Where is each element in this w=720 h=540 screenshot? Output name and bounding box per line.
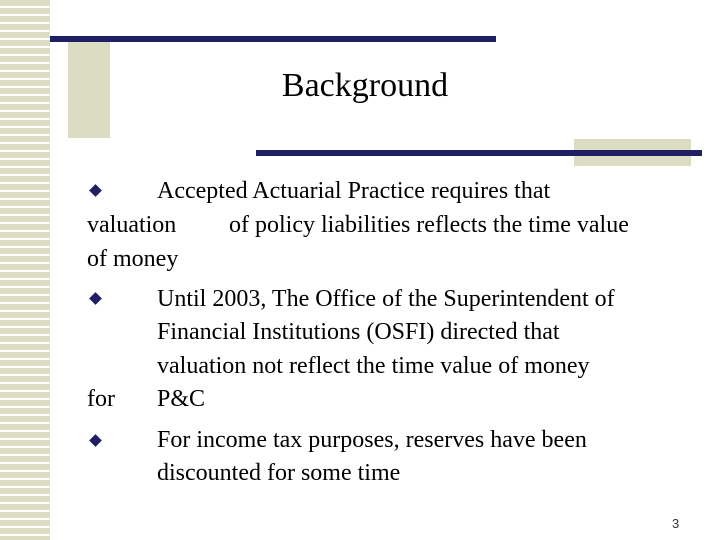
bullet-1-line-2: valuation	[87, 212, 177, 238]
bullet-2-line-4: for	[87, 386, 115, 412]
bullet-3-line-2: discounted for some time	[157, 460, 401, 486]
diamond-bullet-icon	[89, 434, 102, 447]
bullet-2-line-3: valuation not reflect the time value of money	[157, 353, 590, 379]
bullet-2-line-1: Until 2003, The Office of the Superintendent of	[157, 286, 615, 312]
page-number: 3	[672, 516, 680, 531]
diamond-bullet-icon	[89, 292, 102, 305]
bullet-1-line-3: of policy liabilities reflects the time value	[229, 212, 629, 238]
bullet-1-line-4: of money	[87, 246, 179, 272]
bullet-1-line-1: Accepted Actuarial Practice requires that	[157, 178, 551, 204]
bullet-2-line-5: P&C	[157, 386, 206, 412]
slide-title: Background	[281, 67, 449, 104]
diamond-bullet-icon	[89, 184, 102, 197]
bullet-2-line-2: Financial Institutions (OSFI) directed that	[157, 319, 560, 345]
bullet-3-line-1: For income tax purposes, reserves have been	[157, 427, 587, 453]
